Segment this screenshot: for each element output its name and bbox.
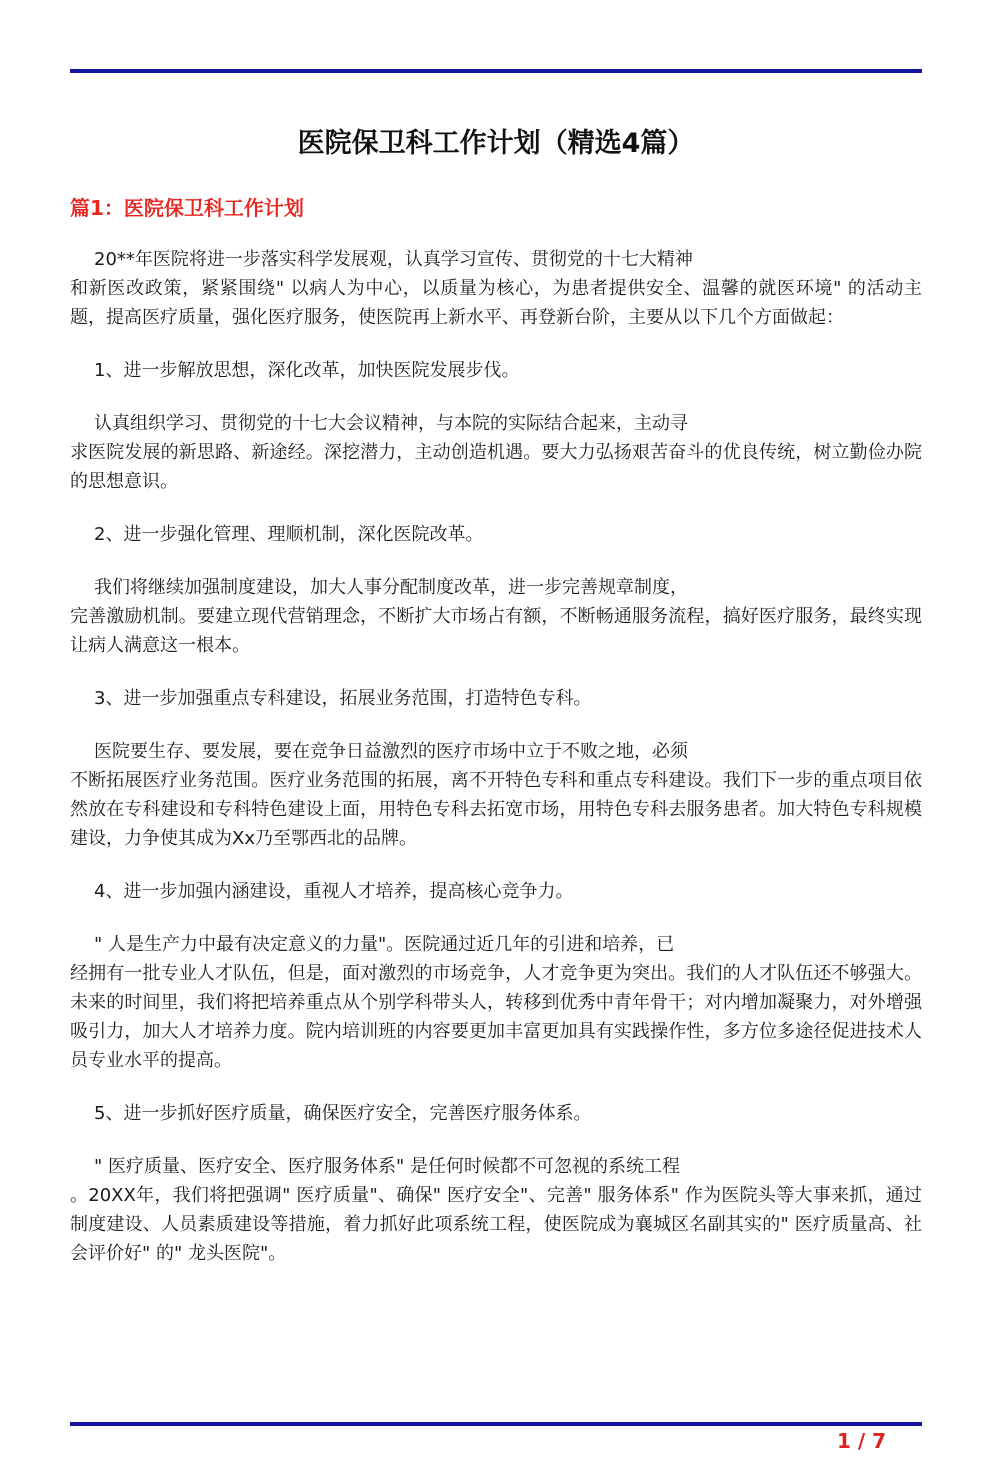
paragraph-text: 求医院发展的新思路、新途经。深挖潜力，主动创造机遇。要大力弘扬艰苦奋斗的优良传统，树立勤俭办院的思想意识。 bbox=[70, 442, 922, 492]
paragraph-first-line: 我们将继续加强制度建设，加大人事分配制度改革，进一步完善规章制度， bbox=[94, 577, 688, 598]
paragraph-point-5 bbox=[70, 1099, 922, 1128]
paragraph-point-2-detail bbox=[70, 573, 922, 660]
paragraph-intro bbox=[70, 245, 922, 332]
paragraph-point-4-detail bbox=[70, 930, 922, 1075]
paragraph-text: 经拥有一批专业人才队伍，但是，面对激烈的市场竞争，人才竞争更为突出。我们的人才队伍还不够强大。未来的时间里，我们将把培养重点从个别学科带头人，转移到优秀中青年骨干；对内增加凝聚力，对外增强吸引力，加大人才培养力度。院内培训班的内容要更加丰富更加具有实践操作性，多方位多途径促进技术人员专业水平的提高。 bbox=[70, 963, 922, 1071]
section-heading: 篇1：医院保卫科工作计划 bbox=[70, 196, 304, 220]
document-page bbox=[0, 69, 992, 1472]
document-body bbox=[70, 245, 922, 1268]
paragraph-text: 完善激励机制。要建立现代营销理念，不断扩大市场占有额，不断畅通服务流程，搞好医疗服务，最终实现让病人满意这一根本。 bbox=[70, 606, 922, 656]
paragraph-first-line: 3、进一步加强重点专科建设，拓展业务范围，打造特色专科。 bbox=[94, 688, 592, 709]
paragraph-first-line: 5、进一步抓好医疗质量，确保医疗安全，完善医疗服务体系。 bbox=[94, 1103, 592, 1124]
paragraph-point-3 bbox=[70, 684, 922, 713]
paragraph-text: 。20XX年，我们将把强调" 医疗质量"、确保" 医疗安全"、完善" 服务体系" 作为医院头等大事来抓，通过制度建设、人员素质建设等措施，着力抓好此项系统工程，使医院成为襄城区名副其实的" 医疗质量高、社会评价好" 的" 龙头医院"。 bbox=[70, 1185, 922, 1264]
paragraph-first-line: 20**年医院将进一步落实科学发展观，认真学习宣传、贯彻党的十七大精神 bbox=[94, 249, 693, 270]
document-title: 医院保卫科工作计划（精选4篇） bbox=[297, 128, 695, 159]
paragraph-point-4 bbox=[70, 877, 922, 906]
paragraph-first-line: 2、进一步强化管理、理顺机制，深化医院改革。 bbox=[94, 524, 484, 545]
paragraph-point-3-detail bbox=[70, 737, 922, 853]
paragraph-first-line: 4、进一步加强内涵建设，重视人才培养，提高核心竞争力。 bbox=[94, 881, 574, 902]
paragraph-text: 不断拓展医疗业务范围。医疗业务范围的拓展，离不开特色专科和重点专科建设。我们下一步的重点项目依然放在专科建设和专科特色建设上面，用特色专科去拓宽市场，用特色专科去服务患者。加大特色专科规模建设，力争使其成为Xx乃至鄂西北的品牌。 bbox=[70, 770, 922, 849]
paragraph-text: 和新医改政策，紧紧围绕" 以病人为中心，以质量为核心，为患者提供安全、温馨的就医环境" 的活动主题，提高医疗质量，强化医疗服务，使医院再上新水平、再登新台阶，主要从以下几个方面做起： bbox=[70, 278, 922, 328]
top-horizontal-rule bbox=[70, 69, 922, 73]
paragraph-first-line: 医院要生存、要发展，要在竞争日益激烈的医疗市场中立于不败之地，必须 bbox=[94, 741, 688, 762]
paragraph-point-1-detail bbox=[70, 409, 922, 496]
paragraph-point-5-detail bbox=[70, 1152, 922, 1268]
bottom-horizontal-rule bbox=[70, 1422, 922, 1426]
paragraph-point-2 bbox=[70, 520, 922, 549]
paragraph-first-line: 认真组织学习、贯彻党的十七大会议精神，与本院的实际结合起来，主动寻 bbox=[94, 413, 688, 434]
paragraph-point-1 bbox=[70, 356, 922, 385]
paragraph-first-line: " 医疗质量、医疗安全、医疗服务体系" 是任何时候都不可忽视的系统工程 bbox=[94, 1156, 680, 1177]
paragraph-first-line: 1、进一步解放思想，深化改革，加快医院发展步伐。 bbox=[94, 360, 520, 381]
paragraph-first-line: " 人是生产力中最有决定意义的力量"。医院通过近几年的引进和培养，已 bbox=[94, 934, 675, 955]
page-number: 1 / 7 bbox=[836, 1429, 886, 1453]
